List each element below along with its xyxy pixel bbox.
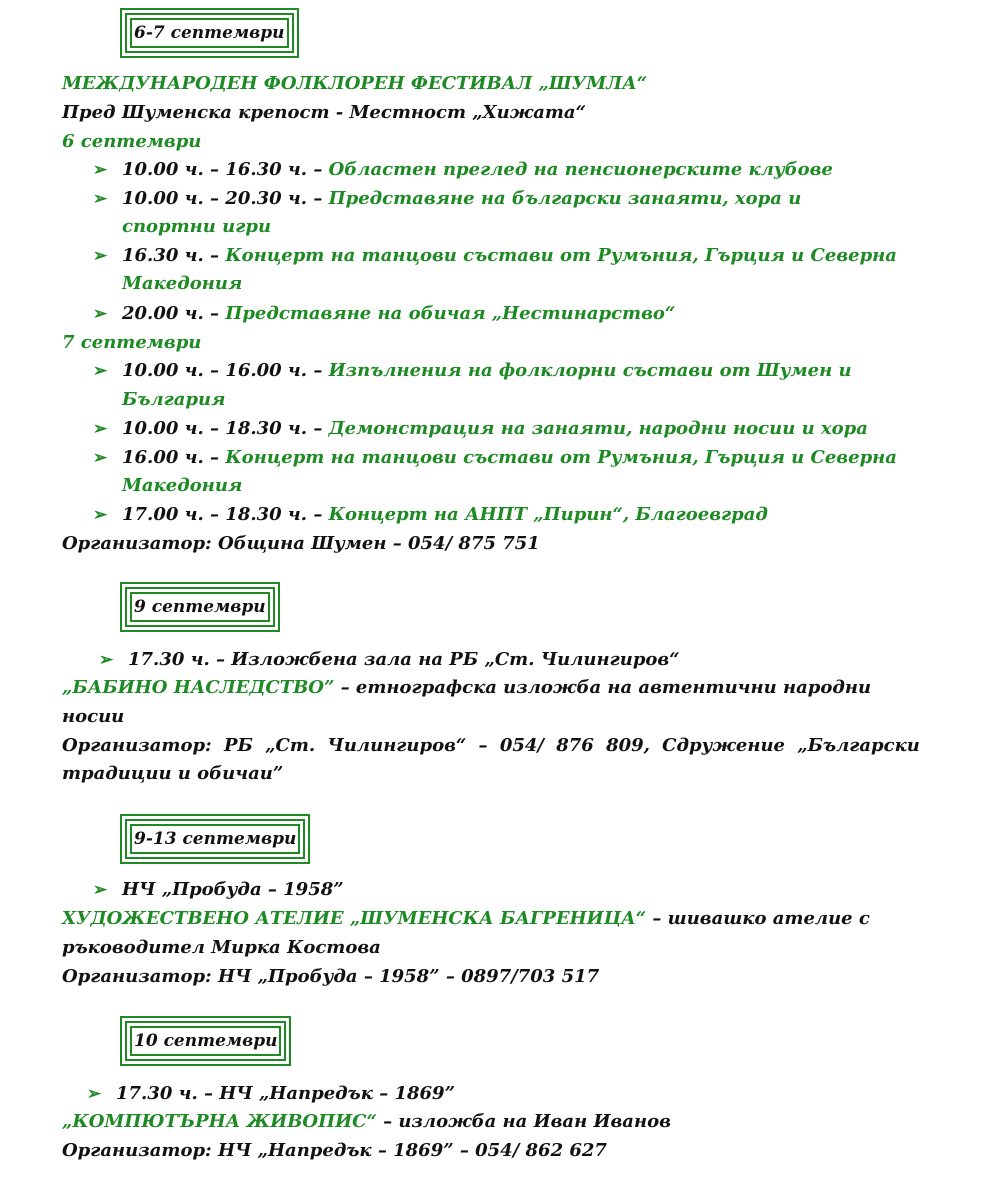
date-label: 9-13 септември: [130, 824, 300, 854]
day-heading: 6 септември: [62, 131, 202, 152]
organizer: Организатор: НЧ „Напредък – 1869” – 054/ 862 627: [62, 1140, 607, 1161]
schedule-item: 10.00 ч. – 20.30 ч. – Представяне на български занаяти, хора и: [122, 188, 802, 209]
arrow-bullet-icon: ➢: [93, 448, 108, 468]
arrow-bullet-icon: ➢: [93, 304, 108, 324]
date-label: 6-7 септември: [130, 18, 289, 48]
schedule-item-continuation: спортни игри: [122, 216, 272, 237]
event-title: МЕЖДУНАРОДЕН ФОЛКЛОРЕН ФЕСТИВАЛ „ШУМЛА“: [62, 73, 648, 94]
schedule-item: 20.00 ч. – Представяне на обичая „Нестинарство“: [122, 303, 676, 324]
schedule-item-continuation: България: [122, 389, 226, 410]
organizer: Организатор: НЧ „Пробуда – 1958” – 0897/703 517: [62, 966, 600, 987]
organizer: Организатор: Община Шумен – 054/ 875 751: [62, 533, 540, 554]
event-description-continuation: носии: [62, 706, 125, 727]
arrow-bullet-icon: ➢: [93, 246, 108, 266]
schedule-item: 17.00 ч. – 18.30 ч. – Концерт на АНПТ „Пирин“, Благоевград: [122, 504, 768, 525]
date-box: [120, 582, 280, 632]
arrow-bullet-icon: ➢: [93, 505, 108, 525]
schedule-item: 16.30 ч. – Концерт на танцови състави от Румъния, Гърция и Северна: [122, 245, 897, 266]
day-heading: 7 септември: [62, 332, 202, 353]
schedule-item-continuation: Македония: [122, 273, 243, 294]
arrow-bullet-icon: ➢: [93, 361, 108, 381]
event-description: „БАБИНО НАСЛЕДСТВО” – етнографска изложба на автентични народни: [62, 677, 872, 698]
date-label: 9 септември: [130, 592, 270, 622]
schedule-item: 16.00 ч. – Концерт на танцови състави от Румъния, Гърция и Северна: [122, 447, 897, 468]
arrow-bullet-icon: ➢: [93, 189, 108, 209]
event-location: Пред Шуменска крепост - Местност „Хижата“: [62, 102, 586, 123]
schedule-item: 10.00 ч. – 16.30 ч. – Областен преглед на пенсионерските клубове: [122, 159, 833, 180]
event-description: „КОМПЮТЪРНА ЖИВОПИС“ – изложба на Иван Иванов: [62, 1111, 671, 1132]
date-box: [120, 1016, 291, 1066]
arrow-bullet-icon: ➢: [93, 880, 108, 900]
venue-item: 17.30 ч. – Изложбена зала на РБ „Ст. Чилингиров“: [128, 649, 680, 670]
schedule-item: 10.00 ч. – 18.30 ч. – Демонстрация на занаяти, народни носии и хора: [122, 418, 868, 439]
event-description-continuation: ръководител Мирка Костова: [62, 937, 381, 958]
date-label: 10 септември: [130, 1026, 281, 1056]
schedule-item-continuation: Македония: [122, 475, 243, 496]
arrow-bullet-icon: ➢: [87, 1084, 102, 1104]
venue-item: 17.30 ч. – НЧ „Напредък – 1869”: [116, 1083, 455, 1104]
organizer: Организатор: РБ „Ст. Чилингиров“ – 054/ 876 809, Сдружение „Български: [62, 735, 920, 756]
schedule-item: 10.00 ч. – 16.00 ч. – Изпълнения на фолклорни състави от Шумен и: [122, 360, 852, 381]
venue-item: НЧ „Пробуда – 1958”: [122, 879, 344, 900]
event-description: ХУДОЖЕСТВЕНО АТЕЛИЕ „ШУМЕНСКА БАГРЕНИЦА“ – шивашко ателие с: [62, 908, 870, 929]
date-box: [120, 8, 299, 58]
date-box: [120, 814, 310, 864]
arrow-bullet-icon: ➢: [93, 419, 108, 439]
organizer-continuation: традиции и обичаи”: [62, 763, 284, 784]
arrow-bullet-icon: ➢: [99, 650, 114, 670]
arrow-bullet-icon: ➢: [93, 160, 108, 180]
